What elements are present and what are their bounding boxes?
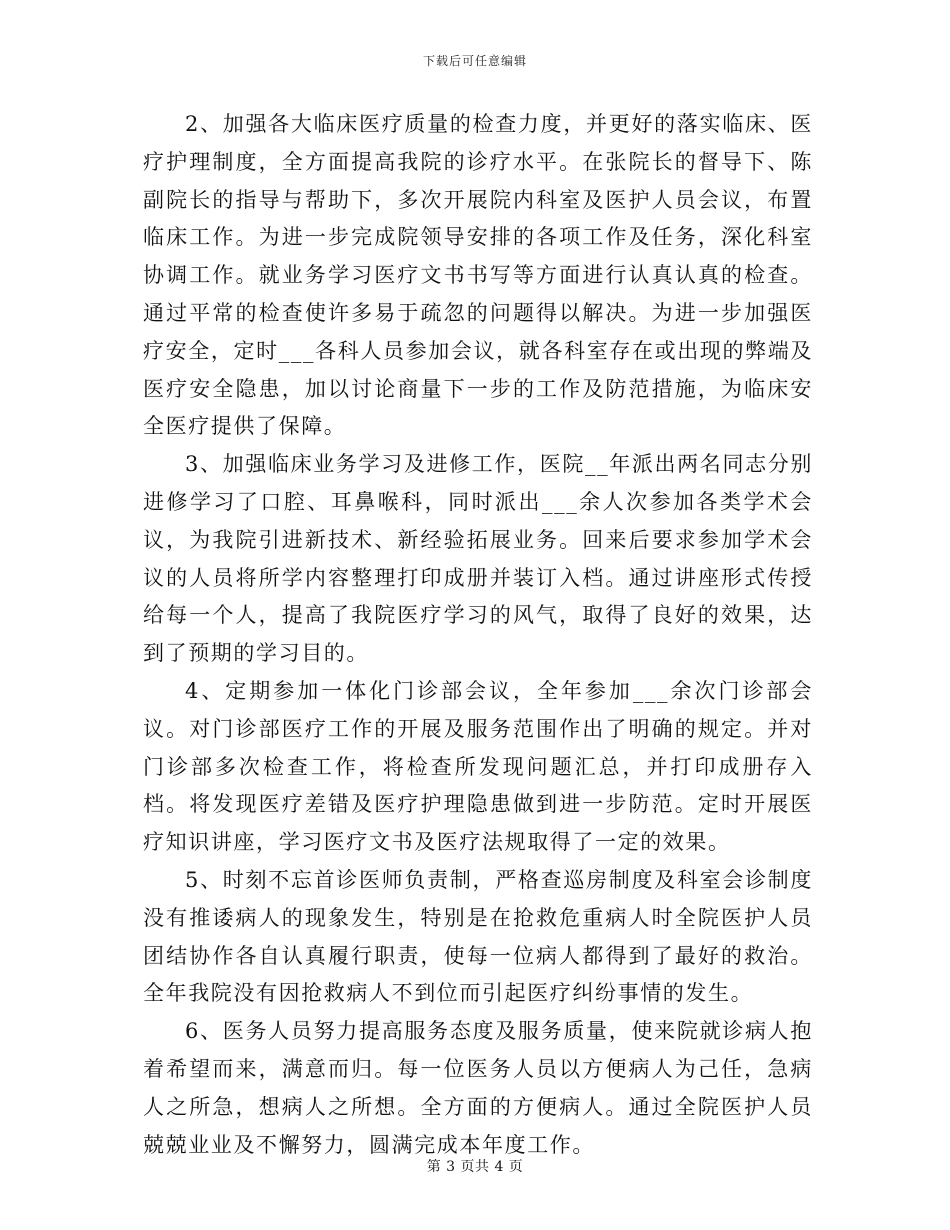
paragraph-item-2: 2、加强各大临床医疗质量的检查力度，并更好的落实临床、医疗护理制度，全方面提高我院的诊疗水平。在张院长的督导下、陈副院长的指导与帮助下，多次开展院内科室及医护人员会议，布置临床工作。为进一步完成院领导安排的各项工作及任务，深化科室协调工作。就业务学习医疗文书书写等方面进行认真认真的检查。通过平常的检查使许多易于疏忽的问题得以解决。为进一步加强医疗安全，定时___各科人员参加会议，就各科室存在或出现的弊端及医疗安全隐患，加以讨论商量下一步的工作及防范措施，为临床安全医疗提供了保障。 <box>143 112 813 439</box>
page-header: 下载后可任意编辑 <box>422 54 527 68</box>
paragraph-item-4: 4、定期参加一体化门诊部会议，全年参加___余次门诊部会议。对门诊部医疗工作的开展及服务范围作出了明确的规定。并对门诊部多次检查工作，将检查所发现问题汇总，并打印成册存入档。将发现医疗差错及医疗护理隐患做到进一步防范。定时开展医疗知识讲座，学习医疗文书及医疗法规取得了一定的效果。 <box>143 678 813 855</box>
document-body <box>143 106 813 1164</box>
paragraph-item-3: 3、加强临床业务学习及进修工作，医院__年派出两名同志分别进修学习了口腔、耳鼻喉科，同时派出___余人次参加各类学术会议，为我院引进新技术、新经验拓展业务。回来后要求参加学术会议的人员将所学内容整理打印成册并装订入档。通过讲座形式传授给每一个人，提高了我院医疗学习的风气，取得了良好的效果，达到了预期的学习目的。 <box>143 452 813 666</box>
page-number-footer: 第 3 页共 4 页 <box>426 1159 524 1175</box>
paragraph-item-6: 6、医务人员努力提高服务态度及服务质量，使来院就诊病人抱着希望而来，满意而归。每一位医务人员以方便病人为己任，急病人之所急，想病人之所想。全方面的方便病人。通过全院医护人员兢兢业业及不懈努力，圆满完成本年度工作。 <box>143 1019 813 1157</box>
paragraph-item-5: 5、时刻不忘首诊医师负责制，严格查巡房制度及科室会诊制度没有推诿病人的现象发生，特别是在抢救危重病人时全院医护人员团结协作各自认真履行职责，使每一位病人都得到了最好的救治。全年我院没有因抢救病人不到位而引起医疗纠纷事情的发生。 <box>143 867 813 1006</box>
